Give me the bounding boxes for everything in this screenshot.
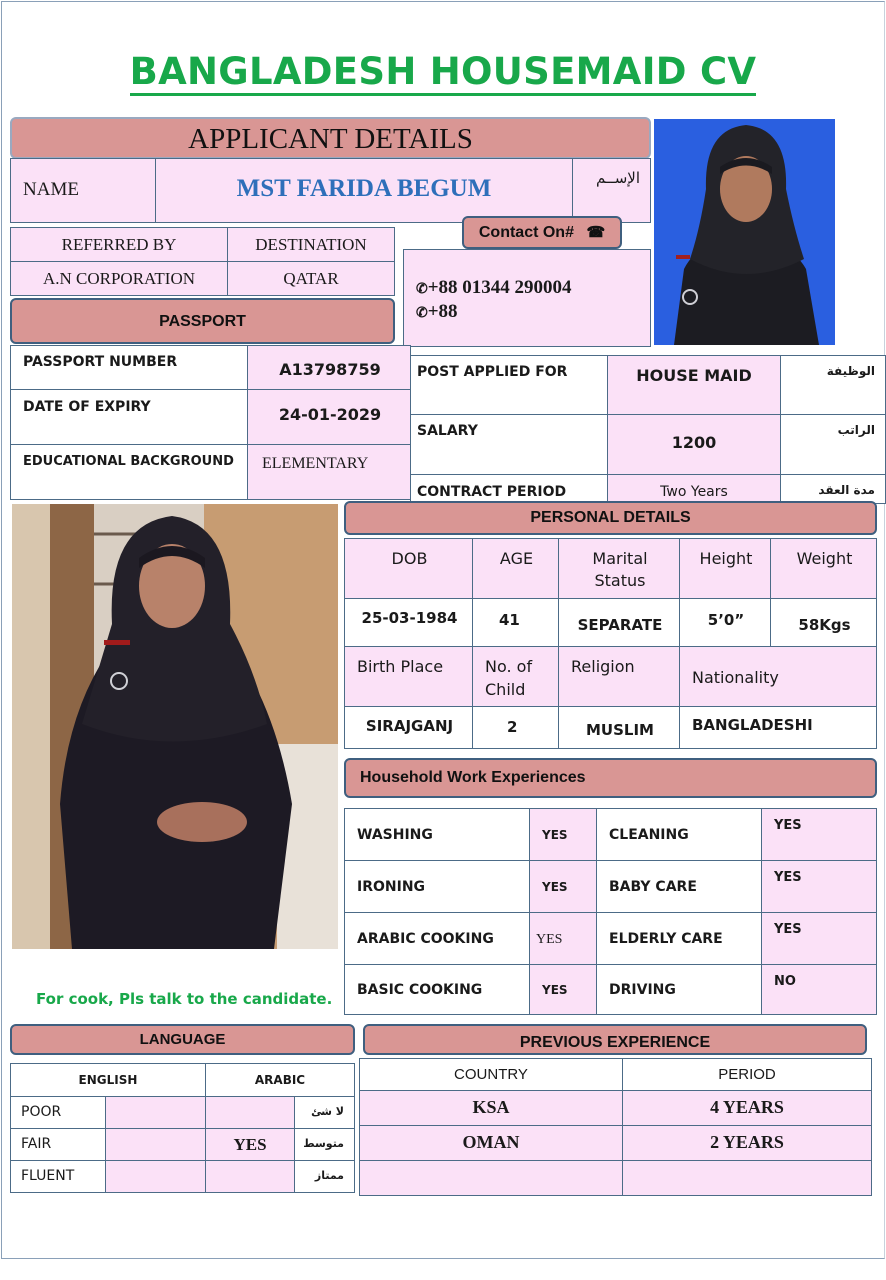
salary-value-cell: 1200	[607, 414, 781, 475]
height-label-cell: Height	[679, 538, 771, 599]
experience-col-country: COUNTRY	[359, 1058, 623, 1091]
children-value-cell: 2	[472, 706, 559, 749]
applicant-name: MST FARIDA BEGUM	[236, 175, 492, 202]
household-answer-cell: NO	[761, 964, 877, 1015]
language-header: LANGUAGE	[10, 1024, 355, 1055]
age-label-cell: AGE	[472, 538, 559, 599]
destination-value-cell: QATAR	[227, 261, 395, 296]
portrait-photo	[654, 119, 835, 345]
dob-label-cell: DOB	[344, 538, 473, 599]
phone-row-2: ✆+88	[416, 301, 458, 322]
language-col-english: ENGLISH	[10, 1063, 206, 1097]
previous-experience-header: PREVIOUS EXPERIENCE	[363, 1024, 867, 1055]
experience-period-cell: 2 YEARS	[622, 1125, 872, 1161]
household-task-cell: DRIVING	[596, 964, 762, 1015]
language-level-label-ar: لا شئ	[294, 1096, 355, 1129]
household-answer-cell: YES	[529, 912, 597, 965]
education-value-cell: ELEMENTARY	[247, 444, 411, 500]
contact-header: Contact On# ☎	[462, 216, 622, 249]
salary-label-ar-cell: الراتب	[780, 414, 886, 475]
expiry-label-cell: DATE OF EXPIRY	[10, 389, 248, 445]
language-col-arabic: ARABIC	[205, 1063, 355, 1097]
experience-country-cell	[359, 1160, 623, 1196]
household-task-cell: BASIC COOKING	[344, 964, 530, 1015]
birthplace-value-cell: SIRAJGANJ	[344, 706, 473, 749]
language-arabic-value: YES	[205, 1128, 295, 1161]
nationality-value-cell: BANGLADESHI	[679, 706, 877, 749]
household-answer-cell: YES	[761, 808, 877, 861]
household-task-cell: WASHING	[344, 808, 530, 861]
household-header: Household Work Experiences	[344, 758, 877, 798]
religion-value-cell: MUSLIM	[558, 706, 680, 749]
language-level-label: FAIR	[10, 1128, 106, 1161]
height-value-cell: 5’0”	[679, 598, 771, 647]
household-task-cell: BABY CARE	[596, 860, 762, 913]
experience-period-cell	[622, 1160, 872, 1196]
passport-header: PASSPORT	[10, 298, 395, 344]
telephone-icon: ☎	[586, 224, 606, 241]
household-task-cell: ARABIC COOKING	[344, 912, 530, 965]
applicant-details-header: APPLICANT DETAILS	[10, 117, 651, 159]
age-value-cell: 41	[472, 598, 559, 647]
name-value-cell	[155, 158, 573, 223]
contact-box	[403, 249, 651, 347]
personal-details-header: PERSONAL DETAILS	[344, 501, 877, 535]
experience-col-period: PERIOD	[622, 1058, 872, 1091]
education-label-cell: EDUCATIONAL BACKGROUND	[10, 444, 248, 500]
language-level-label-ar: متوسط	[294, 1128, 355, 1161]
household-answer-cell: YES	[529, 964, 597, 1015]
referred-by-label-cell: REFERRED BY	[10, 227, 228, 262]
language-level-label: FLUENT	[10, 1160, 106, 1193]
household-task-cell: CLEANING	[596, 808, 762, 861]
marital-label-cell: Marital Status	[558, 538, 680, 599]
language-arabic-value	[205, 1096, 295, 1129]
salary-label-cell: SALARY	[410, 414, 608, 475]
household-answer-cell: YES	[529, 808, 597, 861]
post-label-ar-cell: الوظيفة	[780, 355, 886, 415]
household-answer-cell: YES	[761, 860, 877, 913]
language-english-value	[105, 1160, 206, 1193]
birthplace-label-cell: Birth Place	[344, 646, 473, 707]
phone-icon: ✆	[416, 282, 428, 297]
household-task-cell: ELDERLY CARE	[596, 912, 762, 965]
full-body-photo	[12, 504, 338, 949]
name-label-cell: NAME	[10, 158, 156, 223]
marital-value-cell: SEPARATE	[558, 598, 680, 647]
household-task-cell: IRONING	[344, 860, 530, 913]
contract-value-cell: Two Years	[607, 474, 781, 504]
portrait-photo-drawing	[654, 119, 835, 345]
dob-value-cell: 25-03-1984	[344, 598, 473, 647]
full-body-photo-drawing	[12, 504, 338, 949]
nationality-label-cell: Nationality	[679, 646, 877, 707]
post-label-cell: POST APPLIED FOR	[410, 355, 608, 415]
cook-note: For cook, Pls talk to the candidate.	[36, 990, 333, 1008]
experience-country-cell: KSA	[359, 1090, 623, 1126]
language-english-value	[105, 1096, 206, 1129]
household-answer-cell: YES	[761, 912, 877, 965]
expiry-value-cell: 24-01-2029	[247, 389, 411, 445]
household-answer-cell: YES	[529, 860, 597, 913]
passport-number-label-cell: PASSPORT NUMBER	[10, 345, 248, 390]
experience-country-cell: OMAN	[359, 1125, 623, 1161]
post-value-cell: HOUSE MAID	[607, 355, 781, 415]
weight-value-cell: 58Kgs	[770, 598, 877, 647]
language-english-value	[105, 1128, 206, 1161]
language-arabic-value	[205, 1160, 295, 1193]
language-level-label-ar: ممتاز	[294, 1160, 355, 1193]
religion-label-cell: Religion	[558, 646, 680, 707]
experience-period-cell: 4 YEARS	[622, 1090, 872, 1126]
children-label-cell: No. of Child	[472, 646, 559, 707]
referred-by-value-cell: A.N CORPORATION	[10, 261, 228, 296]
contract-label-ar-cell: مدة العقد	[780, 474, 886, 504]
cv-title: BANGLADESH HOUSEMAID CV	[0, 50, 886, 93]
language-level-label: POOR	[10, 1096, 106, 1129]
passport-number-value-cell: A13798759	[247, 345, 411, 390]
weight-label-cell: Weight	[770, 538, 877, 599]
phone-row-1: ✆+88 01344 290004	[416, 277, 572, 298]
contract-label-cell: CONTRACT PERIOD	[410, 474, 608, 504]
name-label-ar-cell: الإســم	[572, 158, 651, 223]
phone-icon: ✆	[416, 306, 428, 321]
destination-label-cell: DESTINATION	[227, 227, 395, 262]
